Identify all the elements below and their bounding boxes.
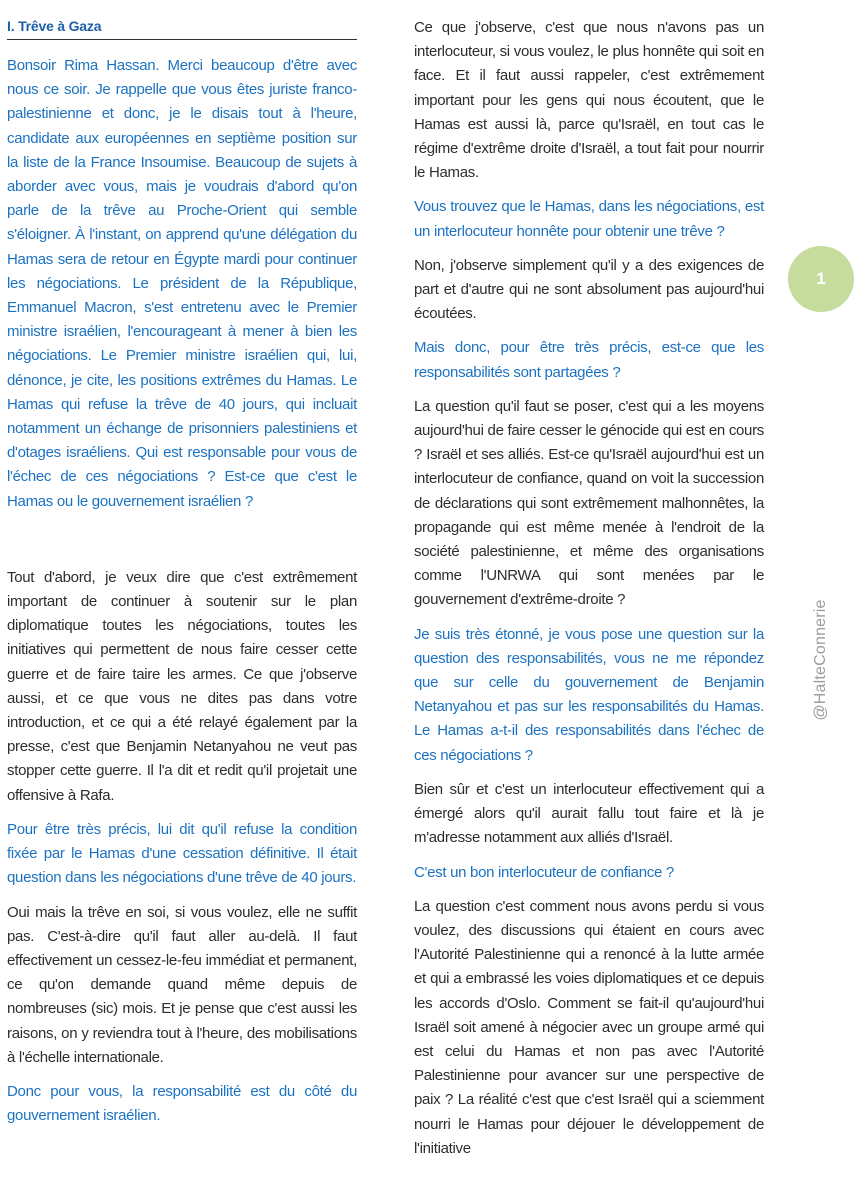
answer-paragraph: Non, j'observe simplement qu'il y a des exigences de part et d'autre qui ne sont absolument pas aujourd'hui écoutées. (414, 256, 764, 323)
question-paragraph: Pour être très précis, lui dit qu'il refuse la condition fixée par le Hamas d'une cessation définitive. Il était question dans les négociations d'une trêve de 40 jours. (7, 820, 357, 887)
watermark-handle: @HalteConnerie (812, 599, 829, 721)
question-paragraph: Je suis très étonné, je vous pose une question sur la question des responsabilités, vous ne me répondez que sur celle du gouvernement de Benjamin Netanyahou et pas sur les responsabilités du Hamas. Le Hamas a-t-il des responsabilités dans l'échec de ces négociations ? (414, 625, 764, 764)
answer-paragraph: Oui mais la trêve en soi, si vous voulez, elle ne suffit pas. C'est-à-dire qu'il faut aller au-delà. Il faut effectivement un cessez-le-feu immédiat et permanent, ce qu'on demande quand même depuis de nombreuses (sic) mois. Et je pense que c'est aussi les raisons, on y reviendra tout à l'heure, des mobilisations à l'échelle internationale. (7, 903, 357, 1066)
question-paragraph: Vous trouvez que le Hamas, dans les négociations, est un interlocuteur honnête pour obtenir une trêve ? (414, 198, 764, 240)
question-paragraph: Donc pour vous, la responsabilité est du côté du gouvernement israélien. (7, 1082, 357, 1125)
answer-paragraph: La question c'est comment nous avons perdu si vous voulez, des discussions qui étaient en cours avec l'Autorité Palestinienne qui a renoncé à la lutte armée et qui a embrassé les voies diplomatiques et ce depuis les accords d'Oslo. Comment se fait-il qu'aujourd'hui Israël soit amené à négocier avec un groupe armé qui est celui du Hamas et non pas avec l'Autorité Palestinienne pour avancer sur une perspective de paix ? La réalité c'est que c'est Israël qui a sciemment nourri le Hamas pour déjouer le développement de l'initiative (414, 897, 764, 1157)
badge-number: 1 (816, 269, 826, 288)
answer-paragraph: Ce que j'observe, c'est que nous n'avons pas un interlocuteur, si vous voulez, le plus honnête qui soit en face. Et il faut aussi rappeler, c'est extrêmement important pour les gens qui nous écoutent, que le Hamas est aussi là, parce qu'Israël, en tout cas le régime d'extrême droite d'Israël, a tout fait pour nourrir le Hamas. (414, 19, 764, 182)
question-paragraph: C'est un bon interlocuteur de confiance ? (414, 863, 674, 881)
answer-paragraph: La question qu'il faut se poser, c'est qui a les moyens aujourd'hui de faire cesser le génocide qui est en cours ? Israël et ses alliés. Est-ce qu'Israël aujourd'hui est un interlocuteur de confiance, quand on voit la succession de déclarations qui sont extrêmement malhonnêtes, la propagande qui est même menée à l'endroit de la société palestinienne, et même des organisations comme l'UNRWA qui sont menées par le gouvernement d'extrême-droite ? (414, 397, 764, 609)
section-heading: I. Trêve à Gaza (7, 18, 357, 40)
question-paragraph: Mais donc, pour être très précis, est-ce que les responsabilités sont partagées ? (414, 339, 764, 381)
page-number-badge (788, 246, 854, 312)
right-column (414, 0, 764, 1171)
question-paragraph: Bonsoir Rima Hassan. Merci beaucoup d'être avec nous ce soir. Je rappelle que vous êtes juriste franco-palestinienne et donc, je le disais tout à l'heure, candidate aux européennes en septième position sur la liste de la France Insoumise. Beaucoup de sujets à aborder avec vous, mais je voudrais d'abord qu'on parle de la trêve au Proche-Orient qui semble s'éloigner. À l'instant, on apprend qu'une délégation du Hamas sera de retour en Égypte mardi pour continuer les négociations. Le président de la République, Emmanuel Macron, s'est entretenu avec le Premier ministre israélien, l'encourageant à mener à bien les négociations. Le Premier ministre israélien qui, lui, dénonce, je cite, les positions extrêmes du Hamas. Le Hamas qui refuse la trêve de 40 jours, qui incluait notamment un échange de prisonniers palestiniens et d'otages israéliens. Qui est responsable pour vous de l'échec de ces négociations ? Est-ce que c'est le Hamas ou le gouvernement israélien ? (7, 57, 357, 510)
answer-paragraph: Bien sûr et c'est un interlocuteur effectivement qui a émergé alors qu'il aurait fallu tout faire et là je m'adresse notamment aux alliés d'Israël. (414, 780, 764, 847)
answer-paragraph: Tout d'abord, je veux dire que c'est extrêmement important de continuer à soutenir sur le plan diplomatique toutes les négociations, toutes les initiatives qui permettent de nous faire cesser cette guerre et de faire taire les armes. Ce que j'observe aussi, et ce que vous ne dites pas dans votre introduction, et ce qui a été relayé également par la presse, c'est que Benjamin Netanyahou ne veut pas stopper cette guerre. Il l'a dit et redit qu'il projetait une offensive à Rafa. (7, 568, 357, 804)
left-column (7, 0, 357, 1138)
